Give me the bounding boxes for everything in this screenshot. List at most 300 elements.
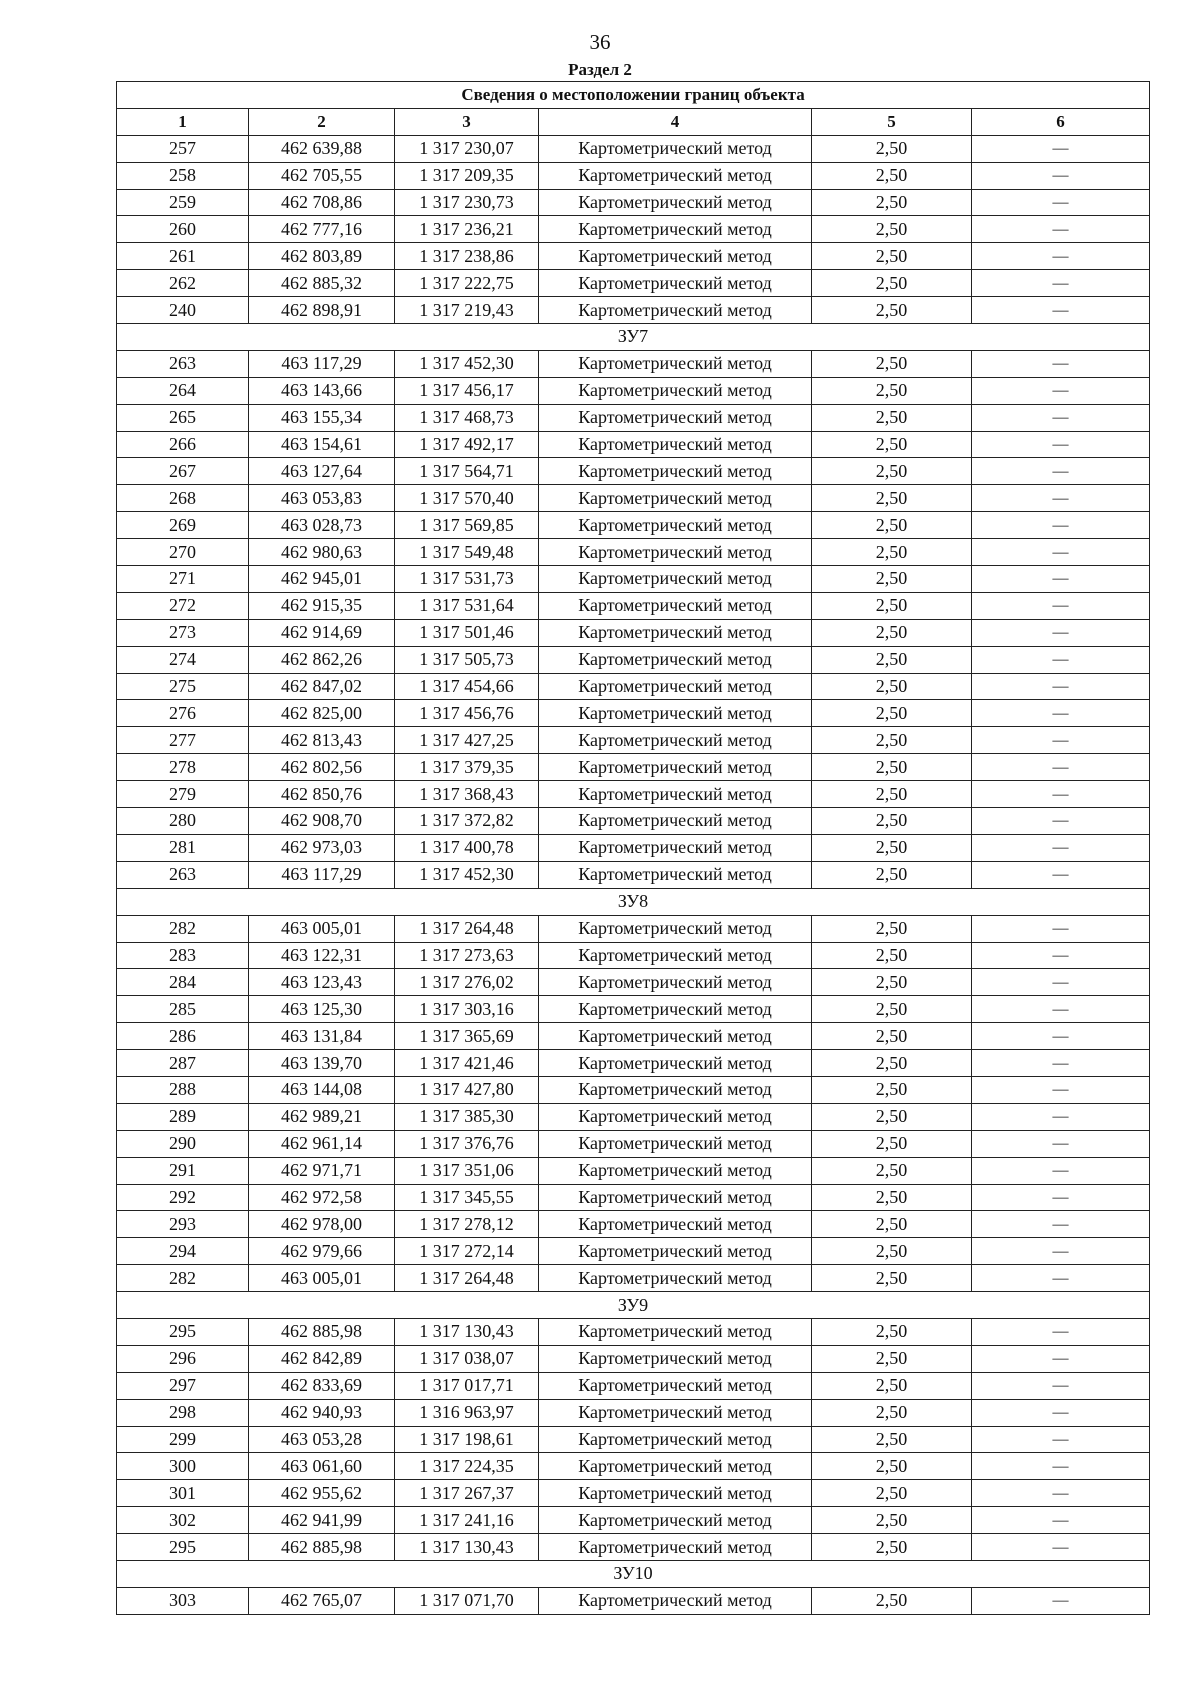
point-number-cell: 268 [117, 485, 249, 512]
accuracy-cell: 2,50 [812, 216, 972, 243]
point-number-cell: 270 [117, 539, 249, 566]
table-row [117, 1023, 1150, 1050]
point-number-cell: 295 [117, 1534, 249, 1561]
table-row [117, 270, 1150, 297]
method-cell: Картометрический метод [539, 754, 812, 781]
point-number-cell: 263 [117, 861, 249, 888]
point-number-cell: 262 [117, 270, 249, 297]
note-cell: — [972, 1023, 1150, 1050]
table-body [117, 135, 1150, 1614]
method-cell: Картометрический метод [539, 700, 812, 727]
x-coordinate-cell: 462 972,58 [249, 1184, 395, 1211]
table-row [117, 673, 1150, 700]
accuracy-cell: 2,50 [812, 592, 972, 619]
accuracy-cell: 2,50 [812, 700, 972, 727]
x-coordinate-cell: 463 053,83 [249, 485, 395, 512]
accuracy-cell: 2,50 [812, 754, 972, 781]
method-cell: Картометрический метод [539, 915, 812, 942]
method-cell: Картометрический метод [539, 1345, 812, 1372]
method-cell: Картометрический метод [539, 189, 812, 216]
note-cell: — [972, 216, 1150, 243]
x-coordinate-cell: 462 898,91 [249, 297, 395, 324]
column-number: 4 [539, 108, 812, 135]
method-cell: Картометрический метод [539, 1372, 812, 1399]
table-row [117, 485, 1150, 512]
method-cell: Картометрический метод [539, 431, 812, 458]
y-coordinate-cell: 1 317 531,73 [395, 566, 539, 593]
point-number-cell: 281 [117, 834, 249, 861]
x-coordinate-cell: 463 123,43 [249, 969, 395, 996]
x-coordinate-cell: 463 117,29 [249, 861, 395, 888]
table-row [117, 377, 1150, 404]
accuracy-cell: 2,50 [812, 915, 972, 942]
x-coordinate-cell: 463 117,29 [249, 350, 395, 377]
accuracy-cell: 2,50 [812, 1587, 972, 1614]
table-row [117, 566, 1150, 593]
group-label: ЗУ10 [117, 1560, 1150, 1587]
point-number-cell: 266 [117, 431, 249, 458]
note-cell: — [972, 808, 1150, 835]
y-coordinate-cell: 1 317 468,73 [395, 404, 539, 431]
note-cell: — [972, 1453, 1150, 1480]
table-row [117, 700, 1150, 727]
x-coordinate-cell: 462 980,63 [249, 539, 395, 566]
point-number-cell: 240 [117, 297, 249, 324]
y-coordinate-cell: 1 317 071,70 [395, 1587, 539, 1614]
note-cell: — [972, 1050, 1150, 1077]
note-cell: — [972, 646, 1150, 673]
y-coordinate-cell: 1 317 273,63 [395, 942, 539, 969]
x-coordinate-cell: 463 005,01 [249, 915, 395, 942]
x-coordinate-cell: 462 945,01 [249, 566, 395, 593]
method-cell: Картометрический метод [539, 270, 812, 297]
y-coordinate-cell: 1 317 272,14 [395, 1238, 539, 1265]
note-cell: — [972, 834, 1150, 861]
y-coordinate-cell: 1 317 351,06 [395, 1157, 539, 1184]
y-coordinate-cell: 1 316 963,97 [395, 1399, 539, 1426]
group-row [117, 324, 1150, 351]
y-coordinate-cell: 1 317 427,80 [395, 1076, 539, 1103]
method-cell: Картометрический метод [539, 1103, 812, 1130]
y-coordinate-cell: 1 317 379,35 [395, 754, 539, 781]
note-cell: — [972, 942, 1150, 969]
accuracy-cell: 2,50 [812, 162, 972, 189]
x-coordinate-cell: 462 979,66 [249, 1238, 395, 1265]
note-cell: — [972, 1507, 1150, 1534]
table-row [117, 781, 1150, 808]
note-cell: — [972, 915, 1150, 942]
point-number-cell: 296 [117, 1345, 249, 1372]
point-number-cell: 273 [117, 619, 249, 646]
note-cell: — [972, 1265, 1150, 1292]
point-number-cell: 267 [117, 458, 249, 485]
method-cell: Картометрический метод [539, 1076, 812, 1103]
point-number-cell: 274 [117, 646, 249, 673]
accuracy-cell: 2,50 [812, 1399, 972, 1426]
point-number-cell: 263 [117, 350, 249, 377]
accuracy-cell: 2,50 [812, 996, 972, 1023]
method-cell: Картометрический метод [539, 996, 812, 1023]
y-coordinate-cell: 1 317 238,86 [395, 243, 539, 270]
table-row [117, 1480, 1150, 1507]
method-cell: Картометрический метод [539, 485, 812, 512]
y-coordinate-cell: 1 317 569,85 [395, 512, 539, 539]
table-row [117, 1587, 1150, 1614]
y-coordinate-cell: 1 317 456,76 [395, 700, 539, 727]
table-row [117, 1345, 1150, 1372]
x-coordinate-cell: 463 125,30 [249, 996, 395, 1023]
point-number-cell: 275 [117, 673, 249, 700]
y-coordinate-cell: 1 317 456,17 [395, 377, 539, 404]
point-number-cell: 259 [117, 189, 249, 216]
method-cell: Картометрический метод [539, 861, 812, 888]
table-row [117, 162, 1150, 189]
note-cell: — [972, 700, 1150, 727]
table-row [117, 1184, 1150, 1211]
note-cell: — [972, 619, 1150, 646]
accuracy-cell: 2,50 [812, 1238, 972, 1265]
method-cell: Картометрический метод [539, 727, 812, 754]
method-cell: Картометрический метод [539, 377, 812, 404]
accuracy-cell: 2,50 [812, 1480, 972, 1507]
y-coordinate-cell: 1 317 376,76 [395, 1130, 539, 1157]
coordinates-table [116, 81, 1150, 1615]
point-number-cell: 276 [117, 700, 249, 727]
x-coordinate-cell: 462 850,76 [249, 781, 395, 808]
method-cell: Картометрический метод [539, 1534, 812, 1561]
accuracy-cell: 2,50 [812, 1211, 972, 1238]
method-cell: Картометрический метод [539, 216, 812, 243]
x-coordinate-cell: 462 813,43 [249, 727, 395, 754]
y-coordinate-cell: 1 317 400,78 [395, 834, 539, 861]
accuracy-cell: 2,50 [812, 1426, 972, 1453]
table-row [117, 1103, 1150, 1130]
method-cell: Картометрический метод [539, 1050, 812, 1077]
x-coordinate-cell: 462 765,07 [249, 1587, 395, 1614]
group-label: ЗУ8 [117, 888, 1150, 915]
y-coordinate-cell: 1 317 564,71 [395, 458, 539, 485]
note-cell: — [972, 592, 1150, 619]
method-cell: Картометрический метод [539, 673, 812, 700]
note-cell: — [972, 1103, 1150, 1130]
y-coordinate-cell: 1 317 368,43 [395, 781, 539, 808]
accuracy-cell: 2,50 [812, 512, 972, 539]
point-number-cell: 299 [117, 1426, 249, 1453]
note-cell: — [972, 270, 1150, 297]
table-row [117, 1265, 1150, 1292]
table-row [117, 1534, 1150, 1561]
x-coordinate-cell: 463 139,70 [249, 1050, 395, 1077]
x-coordinate-cell: 462 842,89 [249, 1345, 395, 1372]
note-cell: — [972, 243, 1150, 270]
point-number-cell: 260 [117, 216, 249, 243]
table-row [117, 243, 1150, 270]
y-coordinate-cell: 1 317 241,16 [395, 1507, 539, 1534]
point-number-cell: 258 [117, 162, 249, 189]
accuracy-cell: 2,50 [812, 189, 972, 216]
note-cell: — [972, 1480, 1150, 1507]
y-coordinate-cell: 1 317 454,66 [395, 673, 539, 700]
y-coordinate-cell: 1 317 264,48 [395, 1265, 539, 1292]
note-cell: — [972, 1426, 1150, 1453]
table-row [117, 1372, 1150, 1399]
method-cell: Картометрический метод [539, 1318, 812, 1345]
table-header [117, 82, 1150, 136]
accuracy-cell: 2,50 [812, 1050, 972, 1077]
accuracy-cell: 2,50 [812, 942, 972, 969]
point-number-cell: 297 [117, 1372, 249, 1399]
method-cell: Картометрический метод [539, 592, 812, 619]
note-cell: — [972, 350, 1150, 377]
y-coordinate-cell: 1 317 303,16 [395, 996, 539, 1023]
accuracy-cell: 2,50 [812, 377, 972, 404]
point-number-cell: 292 [117, 1184, 249, 1211]
table-row [117, 297, 1150, 324]
accuracy-cell: 2,50 [812, 1103, 972, 1130]
method-cell: Картометрический метод [539, 1157, 812, 1184]
x-coordinate-cell: 462 940,93 [249, 1399, 395, 1426]
accuracy-cell: 2,50 [812, 135, 972, 162]
x-coordinate-cell: 463 143,66 [249, 377, 395, 404]
method-cell: Картометрический метод [539, 243, 812, 270]
y-coordinate-cell: 1 317 549,48 [395, 539, 539, 566]
accuracy-cell: 2,50 [812, 485, 972, 512]
table-row [117, 1399, 1150, 1426]
accuracy-cell: 2,50 [812, 1318, 972, 1345]
section-title: Раздел 2 [568, 60, 632, 79]
method-cell: Картометрический метод [539, 1399, 812, 1426]
accuracy-cell: 2,50 [812, 1184, 972, 1211]
accuracy-cell: 2,50 [812, 539, 972, 566]
accuracy-cell: 2,50 [812, 431, 972, 458]
point-number-cell: 278 [117, 754, 249, 781]
y-coordinate-cell: 1 317 570,40 [395, 485, 539, 512]
note-cell: — [972, 1345, 1150, 1372]
point-number-cell: 269 [117, 512, 249, 539]
table-row [117, 1157, 1150, 1184]
point-number-cell: 280 [117, 808, 249, 835]
method-cell: Картометрический метод [539, 619, 812, 646]
point-number-cell: 287 [117, 1050, 249, 1077]
method-cell: Картометрический метод [539, 781, 812, 808]
point-number-cell: 301 [117, 1480, 249, 1507]
accuracy-cell: 2,50 [812, 1076, 972, 1103]
accuracy-cell: 2,50 [812, 1023, 972, 1050]
x-coordinate-cell: 462 802,56 [249, 754, 395, 781]
y-coordinate-cell: 1 317 365,69 [395, 1023, 539, 1050]
x-coordinate-cell: 462 803,89 [249, 243, 395, 270]
method-cell: Картометрический метод [539, 1453, 812, 1480]
accuracy-cell: 2,50 [812, 1372, 972, 1399]
method-cell: Картометрический метод [539, 942, 812, 969]
x-coordinate-cell: 463 053,28 [249, 1426, 395, 1453]
accuracy-cell: 2,50 [812, 673, 972, 700]
x-coordinate-cell: 462 885,98 [249, 1534, 395, 1561]
accuracy-cell: 2,50 [812, 566, 972, 593]
y-coordinate-cell: 1 317 230,07 [395, 135, 539, 162]
note-cell: — [972, 861, 1150, 888]
x-coordinate-cell: 462 639,88 [249, 135, 395, 162]
point-number-cell: 295 [117, 1318, 249, 1345]
method-cell: Картометрический метод [539, 350, 812, 377]
x-coordinate-cell: 463 155,34 [249, 404, 395, 431]
x-coordinate-cell: 462 971,71 [249, 1157, 395, 1184]
method-cell: Картометрический метод [539, 1184, 812, 1211]
table-row [117, 808, 1150, 835]
table-row [117, 1050, 1150, 1077]
x-coordinate-cell: 462 708,86 [249, 189, 395, 216]
method-cell: Картометрический метод [539, 1023, 812, 1050]
note-cell: — [972, 754, 1150, 781]
table-row [117, 942, 1150, 969]
x-coordinate-cell: 463 144,08 [249, 1076, 395, 1103]
point-number-cell: 257 [117, 135, 249, 162]
method-cell: Картометрический метод [539, 162, 812, 189]
note-cell: — [972, 431, 1150, 458]
page-number: 36 [589, 30, 611, 54]
accuracy-cell: 2,50 [812, 781, 972, 808]
point-number-cell: 282 [117, 915, 249, 942]
note-cell: — [972, 1130, 1150, 1157]
note-cell: — [972, 539, 1150, 566]
note-cell: — [972, 189, 1150, 216]
table-row [117, 1426, 1150, 1453]
x-coordinate-cell: 462 941,99 [249, 1507, 395, 1534]
point-number-cell: 285 [117, 996, 249, 1023]
method-cell: Картометрический метод [539, 1587, 812, 1614]
point-number-cell: 272 [117, 592, 249, 619]
x-coordinate-cell: 462 825,00 [249, 700, 395, 727]
column-number-row [117, 108, 1150, 135]
point-number-cell: 264 [117, 377, 249, 404]
table-row [117, 592, 1150, 619]
y-coordinate-cell: 1 317 209,35 [395, 162, 539, 189]
x-coordinate-cell: 462 777,16 [249, 216, 395, 243]
point-number-cell: 302 [117, 1507, 249, 1534]
x-coordinate-cell: 462 955,62 [249, 1480, 395, 1507]
note-cell: — [972, 377, 1150, 404]
y-coordinate-cell: 1 317 345,55 [395, 1184, 539, 1211]
note-cell: — [972, 1534, 1150, 1561]
method-cell: Картометрический метод [539, 297, 812, 324]
note-cell: — [972, 1399, 1150, 1426]
table-row [117, 861, 1150, 888]
point-number-cell: 283 [117, 942, 249, 969]
y-coordinate-cell: 1 317 452,30 [395, 350, 539, 377]
note-cell: — [972, 1076, 1150, 1103]
point-number-cell: 261 [117, 243, 249, 270]
accuracy-cell: 2,50 [812, 619, 972, 646]
x-coordinate-cell: 463 122,31 [249, 942, 395, 969]
y-coordinate-cell: 1 317 372,82 [395, 808, 539, 835]
note-cell: — [972, 1184, 1150, 1211]
method-cell: Картометрический метод [539, 566, 812, 593]
note-cell: — [972, 1157, 1150, 1184]
accuracy-cell: 2,50 [812, 969, 972, 996]
point-number-cell: 300 [117, 1453, 249, 1480]
y-coordinate-cell: 1 317 452,30 [395, 861, 539, 888]
method-cell: Картометрический метод [539, 458, 812, 485]
note-cell: — [972, 727, 1150, 754]
table-row [117, 1076, 1150, 1103]
accuracy-cell: 2,50 [812, 270, 972, 297]
y-coordinate-cell: 1 317 017,71 [395, 1372, 539, 1399]
table-row [117, 1238, 1150, 1265]
method-cell: Картометрический метод [539, 969, 812, 996]
group-row [117, 1560, 1150, 1587]
point-number-cell: 288 [117, 1076, 249, 1103]
x-coordinate-cell: 462 862,26 [249, 646, 395, 673]
group-label: ЗУ7 [117, 324, 1150, 351]
note-cell: — [972, 135, 1150, 162]
method-cell: Картометрический метод [539, 1238, 812, 1265]
group-row [117, 1292, 1150, 1319]
table-row [117, 646, 1150, 673]
point-number-cell: 265 [117, 404, 249, 431]
point-number-cell: 294 [117, 1238, 249, 1265]
table-row [117, 1211, 1150, 1238]
column-number: 1 [117, 108, 249, 135]
x-coordinate-cell: 462 885,98 [249, 1318, 395, 1345]
x-coordinate-cell: 462 885,32 [249, 270, 395, 297]
table-row [117, 754, 1150, 781]
table-row [117, 996, 1150, 1023]
accuracy-cell: 2,50 [812, 1345, 972, 1372]
note-cell: — [972, 1211, 1150, 1238]
x-coordinate-cell: 463 131,84 [249, 1023, 395, 1050]
point-number-cell: 271 [117, 566, 249, 593]
note-cell: — [972, 485, 1150, 512]
table-title-row [117, 82, 1150, 109]
y-coordinate-cell: 1 317 276,02 [395, 969, 539, 996]
y-coordinate-cell: 1 317 264,48 [395, 915, 539, 942]
table-row [117, 189, 1150, 216]
accuracy-cell: 2,50 [812, 646, 972, 673]
table-row [117, 404, 1150, 431]
note-cell: — [972, 673, 1150, 700]
y-coordinate-cell: 1 317 385,30 [395, 1103, 539, 1130]
y-coordinate-cell: 1 317 421,46 [395, 1050, 539, 1077]
y-coordinate-cell: 1 317 505,73 [395, 646, 539, 673]
group-label: ЗУ9 [117, 1292, 1150, 1319]
accuracy-cell: 2,50 [812, 1534, 972, 1561]
table-row [117, 619, 1150, 646]
x-coordinate-cell: 463 061,60 [249, 1453, 395, 1480]
note-cell: — [972, 1372, 1150, 1399]
accuracy-cell: 2,50 [812, 458, 972, 485]
group-row [117, 888, 1150, 915]
method-cell: Картометрический метод [539, 834, 812, 861]
method-cell: Картометрический метод [539, 512, 812, 539]
x-coordinate-cell: 462 908,70 [249, 808, 395, 835]
column-number: 2 [249, 108, 395, 135]
y-coordinate-cell: 1 317 278,12 [395, 1211, 539, 1238]
note-cell: — [972, 1238, 1150, 1265]
method-cell: Картометрический метод [539, 404, 812, 431]
x-coordinate-cell: 463 028,73 [249, 512, 395, 539]
method-cell: Картометрический метод [539, 1211, 812, 1238]
point-number-cell: 277 [117, 727, 249, 754]
accuracy-cell: 2,50 [812, 404, 972, 431]
point-number-cell: 293 [117, 1211, 249, 1238]
x-coordinate-cell: 462 705,55 [249, 162, 395, 189]
x-coordinate-cell: 462 915,35 [249, 592, 395, 619]
table-row [117, 350, 1150, 377]
note-cell: — [972, 1587, 1150, 1614]
table-row [117, 1453, 1150, 1480]
column-number: 5 [812, 108, 972, 135]
table-row [117, 512, 1150, 539]
